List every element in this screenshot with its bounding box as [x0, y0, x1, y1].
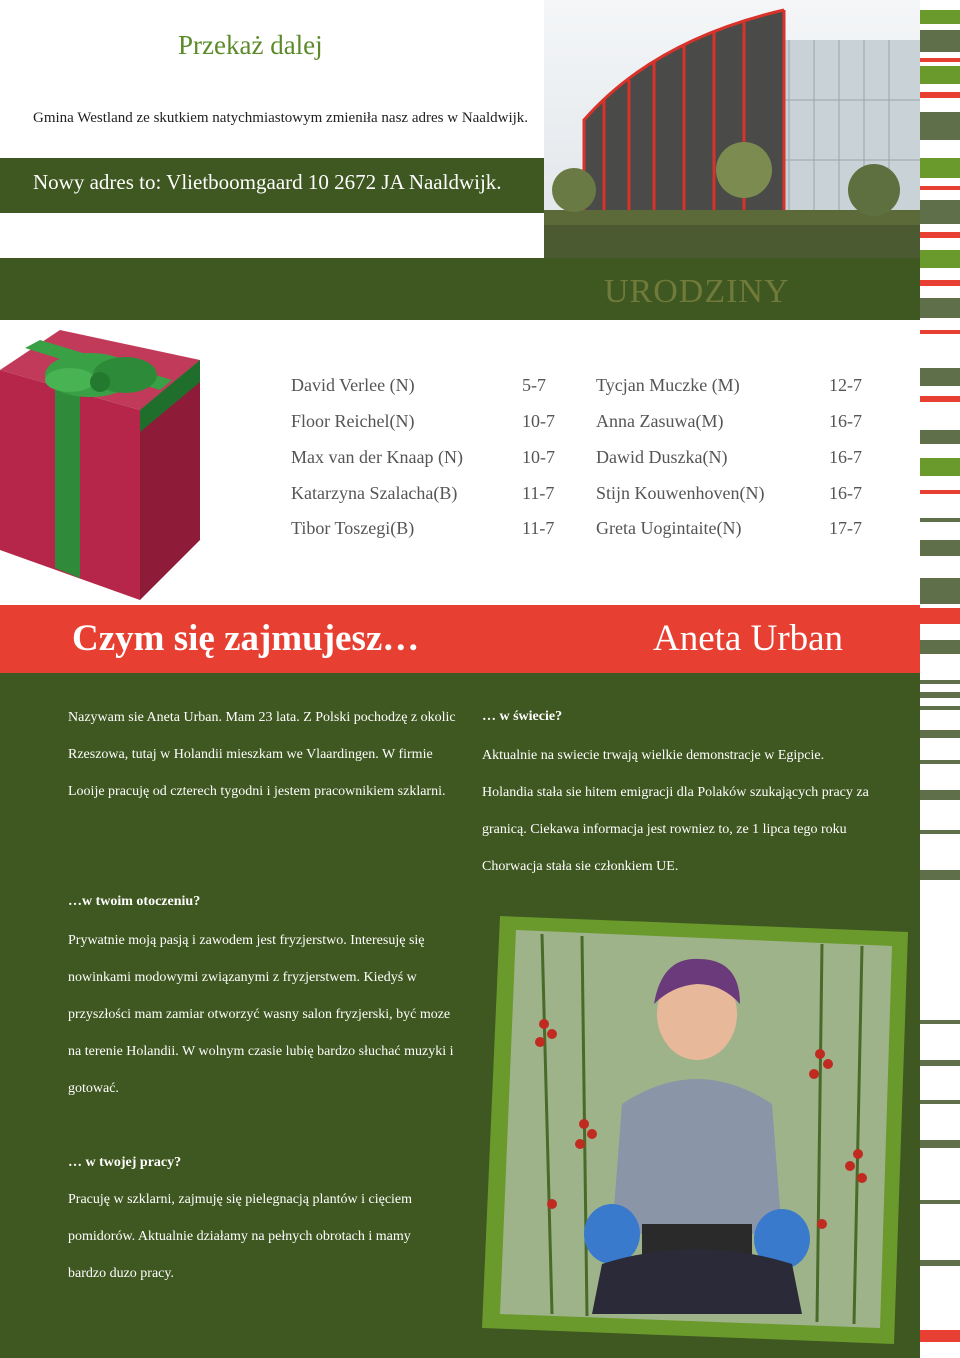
- new-address: Nowy adres to: Vlietboomgaard 10 2672 JA Naaldwijk.: [33, 170, 502, 194]
- stripe: [920, 92, 960, 98]
- stripe: [920, 200, 960, 224]
- birthday-name: Floor Reichel(N): [291, 411, 415, 431]
- birthday-date: 5-7: [522, 375, 546, 395]
- stripe: [920, 158, 960, 178]
- stripe: [920, 1060, 960, 1066]
- birthday-name: Tycjan Muczke (M): [596, 375, 740, 395]
- stripe: [920, 640, 960, 654]
- stripe: [920, 298, 960, 318]
- surroundings-paragraph: Prywatnie moją pasją i zawodem jest fryzjerstwo. Interesuję się nowinkami modowymi związanymi z fryzjerstwem. Kiedyś w przyszłości mam zamiar otworzyć wasny salon fryzjerski, być moze na terenie Holandii. W wolnym czasie lubię bardzo słuchać muzyki i gotować.: [68, 933, 454, 1096]
- stripe: [920, 232, 960, 238]
- stripe: [920, 396, 960, 402]
- birthdays-title: URODZINY: [604, 273, 790, 310]
- world-paragraph: Aktualnie na swiecie trwają wielkie demonstracje w Egipcie. Holandia stała sie hitem emigracji dla Polaków szukających pracy za granicą. Ciekawa informacja jest rowniez to, ze 1 lipca tego roku Chorwacja stała sie członkiem UE.: [482, 748, 869, 874]
- stripe: [920, 1100, 960, 1104]
- birthday-date: 12-7: [829, 375, 862, 395]
- stripe: [920, 830, 960, 834]
- stripe: [920, 250, 960, 268]
- birthday-date: 11-7: [522, 518, 555, 538]
- stripe: [920, 578, 960, 604]
- pass-on-title: Przekaż dalej: [178, 30, 323, 60]
- world-heading: … w świecie?: [482, 709, 563, 724]
- stripe: [920, 790, 960, 800]
- birthday-date: 16-7: [829, 411, 862, 431]
- stripe: [920, 1020, 960, 1024]
- interviewee-photo: [482, 904, 912, 1344]
- surroundings-heading: …w twoim otoczeniu?: [68, 894, 201, 909]
- birthday-name: Greta Uogintaite(N): [596, 518, 742, 538]
- stripe: [920, 760, 960, 764]
- birthday-name: Katarzyna Szalacha(B): [291, 483, 458, 503]
- birthday-date: 11-7: [522, 483, 555, 503]
- stripe: [920, 1200, 960, 1204]
- birthday-name: Anna Zasuwa(M): [596, 411, 724, 431]
- birthday-date: 16-7: [829, 483, 862, 503]
- interview-title: Czym się zajmujesz…: [72, 618, 420, 659]
- birthday-name: Stijn Kouwenhoven(N): [596, 483, 765, 503]
- stripe: [920, 458, 960, 476]
- stripe: [920, 680, 960, 684]
- stripe: [920, 870, 960, 880]
- birthday-date: 17-7: [829, 518, 862, 538]
- work-paragraph: Pracuję w szklarni, zajmuję się pielegnacją plantów i cięciem pomidorów. Aktualnie działamy na pełnych obrotach i mamy bardzo duzo pracy.: [68, 1192, 413, 1281]
- gift-box-illustration: [0, 320, 200, 610]
- birthday-name: David Verlee (N): [291, 375, 415, 395]
- stripe: [920, 186, 960, 190]
- intro-paragraph: Nazywam sie Aneta Urban. Mam 23 lata. Z Polski pochodzę z okolic Rzeszowa, tutaj w Holandii mieszkam we Vlaardingen. W firmie Looije pracuję od czterech tygodni i jestem pracownikiem szklarni.: [68, 710, 456, 799]
- stripe: [920, 692, 960, 698]
- stripe: [920, 1330, 960, 1342]
- birthday-name: Max van der Knaap (N): [291, 447, 463, 467]
- stripe: [920, 490, 960, 494]
- stripe: [920, 518, 960, 522]
- stripe: [920, 30, 960, 52]
- stripe: [920, 706, 960, 710]
- birthday-name: Dawid Duszka(N): [596, 447, 728, 467]
- stripe: [920, 540, 960, 556]
- stripe: [920, 430, 960, 444]
- interviewee-name: Aneta Urban: [653, 618, 844, 659]
- stripe: [920, 608, 960, 624]
- stripe: [920, 330, 960, 334]
- stripe: [920, 368, 960, 386]
- birthday-date: 10-7: [522, 411, 555, 431]
- stripe: [920, 112, 960, 140]
- decorative-stripes: [920, 0, 960, 1358]
- birthday-name: Tibor Toszegi(B): [291, 518, 415, 538]
- birthday-date: 16-7: [829, 447, 862, 467]
- stripe: [920, 1260, 960, 1266]
- birthday-date: 10-7: [522, 447, 555, 467]
- pass-on-text: Gmina Westland ze skutkiem natychmiastowym zmieniła nasz adres w Naaldwijk.: [33, 110, 529, 126]
- work-heading: … w twojej pracy?: [68, 1155, 182, 1170]
- stripe: [920, 66, 960, 84]
- stripe: [920, 730, 960, 738]
- stripe: [920, 280, 960, 286]
- stripe: [920, 58, 960, 62]
- stripe: [920, 1140, 960, 1148]
- stripe: [920, 10, 960, 24]
- greenhouse-building-photo: [544, 0, 920, 258]
